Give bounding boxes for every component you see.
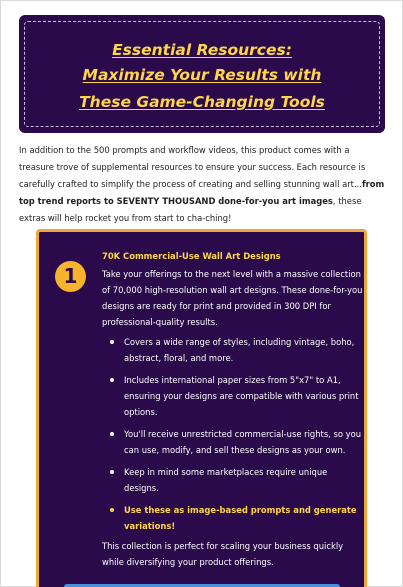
card-description: Take your offerings to the next level with a massive collection of 70,000 high-resolution wall art designs. These done-for-you designs are ready for print and provided in 300 DPI for professional-quality results. xyxy=(102,269,363,327)
feature-list xyxy=(102,334,364,540)
banner-dashed-frame xyxy=(24,21,380,127)
list-item: Keep in mind some marketplaces require unique designs. xyxy=(102,464,364,496)
header-banner xyxy=(19,15,385,133)
intro-text-start: In addition to the 500 prompts and workflow videos, this product comes with a treasure trove of supplemental resources to ensure your success. Each resource is carefully crafted to simplify the process of creating and selling stunning wall art... xyxy=(19,145,366,189)
resource-card-1 xyxy=(36,229,367,587)
banner-title-line-3: These Game-Changing Tools xyxy=(79,93,325,111)
card-title: 70K Commercial-Use Wall Art Designs xyxy=(102,251,281,261)
list-item-highlight: Use these as image-based prompts and generate variations! xyxy=(102,502,364,534)
banner-title-line-2: Maximize Your Results with xyxy=(82,66,322,84)
intro-text-bold: from top trend reports to SEVENTY THOUSAND done-for-you art images xyxy=(19,179,385,206)
list-item: You'll receive unrestricted commercial-use rights, so you can use, modify, and sell these designs as your own. xyxy=(102,426,364,458)
list-item: Covers a wide range of styles, including vintage, boho, abstract, floral, and more. xyxy=(102,334,364,366)
number-badge: 1 xyxy=(55,261,86,292)
banner-title-line-1: Essential Resources: xyxy=(112,41,292,59)
intro-paragraph xyxy=(19,142,387,227)
list-item: Includes international paper sizes from 5"x7" to A1, ensuring your designs are compatible with various print options. xyxy=(102,372,364,420)
intro-text-end: , these extras will help rocket you from start to cha-ching! xyxy=(19,196,362,223)
card-footer-text: This collection is perfect for scaling your business quickly while diversifying your product offerings. xyxy=(102,541,344,567)
